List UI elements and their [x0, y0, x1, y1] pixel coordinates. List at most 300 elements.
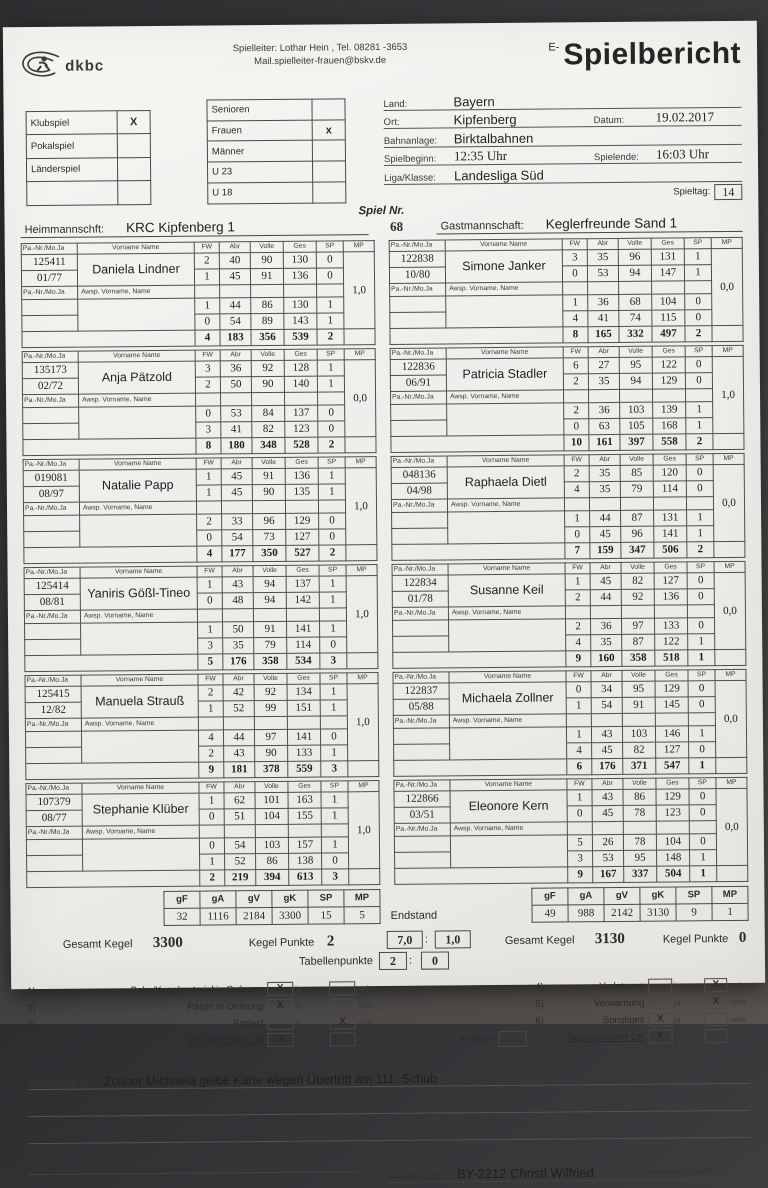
score-cell: 33: [222, 513, 253, 529]
score-cell: 62: [224, 792, 255, 808]
birth-date: 01/77: [21, 270, 77, 286]
score-cell: [285, 392, 318, 405]
score-cell: [288, 824, 321, 837]
check-label: Verwarnung: [559, 997, 649, 1009]
land-label: Land:: [383, 98, 453, 110]
col-header: Vorname Name: [445, 238, 562, 250]
score-cell: 4: [567, 742, 592, 758]
score-cell: [223, 716, 254, 729]
mp-value: 0,0: [344, 359, 376, 436]
birth-date: 01/78: [392, 590, 448, 606]
sub-pass: [24, 531, 80, 547]
score-cell: 1: [319, 575, 346, 591]
col-header: Volle: [620, 454, 653, 465]
sub-name: [447, 402, 564, 435]
score-cell: 114: [653, 480, 686, 496]
awsp-label: Awsp. Vorname, Name: [80, 609, 197, 623]
sub-pass: [27, 855, 83, 871]
score-cell: 151: [287, 700, 320, 716]
total-spacer: [27, 870, 200, 888]
sub-name: [446, 294, 563, 327]
spiel-nr-label: Spiel Nr.: [20, 201, 742, 219]
score-cell: [318, 391, 345, 404]
score-cell: 44: [223, 729, 254, 745]
score-cell: 45: [590, 526, 621, 542]
score-cell: 1: [199, 792, 224, 808]
type-label: Klubspiel: [26, 111, 117, 135]
sub-pass: [393, 727, 449, 743]
score-tables: [21, 236, 749, 890]
score-cell: 180: [221, 437, 252, 453]
score-cell: 181: [224, 761, 255, 777]
score-cell: 45: [221, 468, 252, 484]
sub-pass: [26, 839, 82, 855]
col-header: SP: [689, 777, 716, 788]
score-cell: 1: [317, 359, 344, 375]
totals-value: 3130: [640, 903, 676, 920]
score-cell: 7: [565, 542, 590, 558]
score-cell: 136: [283, 268, 316, 284]
ja-checkbox: X: [267, 999, 293, 1013]
score-cell: 120: [653, 464, 686, 480]
col-header: Pa.-Nr./Mo.Ja: [394, 779, 450, 790]
score-cell: 1: [688, 633, 715, 649]
col-header: SP: [686, 453, 713, 464]
score-cell: 95: [624, 850, 657, 866]
spieltag-label: Spieltag:: [673, 186, 710, 197]
score-cell: 36: [588, 294, 619, 310]
col-header: Abr: [223, 673, 254, 684]
pa-label: Pa.-Nr./Mo.Ja: [22, 286, 78, 299]
col-header: Vorname Name: [81, 674, 198, 686]
ja-checkbox: [648, 979, 672, 993]
score-cell: 86: [256, 853, 289, 869]
nein-checkbox: [704, 1012, 728, 1026]
score-cell: 397: [620, 434, 653, 450]
score-cell: 86: [251, 297, 284, 313]
score-cell: 2: [565, 589, 590, 605]
awsp-label: Awsp. Vorname, Name: [449, 713, 566, 727]
birth-date: 12/82: [25, 702, 81, 718]
score-cell: 45: [590, 573, 621, 589]
score-cell: [198, 716, 223, 729]
home-team-column: [21, 240, 381, 891]
player-block: [24, 564, 379, 672]
check-label: Schiedsrichter OK: [559, 1031, 649, 1043]
score-cell: 5: [198, 653, 223, 669]
pass-number: 135173: [22, 362, 78, 378]
score-cell: 371: [623, 758, 656, 774]
spielleiter-contact: [149, 35, 491, 70]
category-table: [206, 98, 346, 204]
score-cell: 3: [321, 760, 348, 776]
home-punkte-value: 2: [327, 933, 335, 950]
score-cell: 97: [621, 618, 654, 634]
nein-label: nein: [356, 1034, 380, 1044]
match-info: [383, 89, 742, 203]
player-name: Simone Janker: [445, 249, 562, 282]
sub-pass: [393, 619, 449, 635]
sub-name: [81, 622, 198, 655]
col-header: Ges: [284, 349, 317, 360]
player-name: Patricia Stadler: [446, 357, 563, 390]
pa-label: Pa.-Nr./Mo.Ja: [23, 394, 79, 407]
score-cell: 142: [286, 592, 319, 608]
score-cell: 1: [566, 697, 591, 713]
score-cell: 115: [652, 309, 685, 325]
mp-value: 1,0: [345, 467, 377, 544]
check-number: 1): [27, 985, 53, 996]
player-name: Michaela Zollner: [449, 681, 566, 714]
nein-label: nein: [355, 983, 379, 993]
score-cell: 6: [567, 758, 592, 774]
score-cell: 3: [198, 637, 223, 653]
score-cell: 2: [687, 541, 714, 557]
home-gesamt-value: 3300: [153, 934, 183, 951]
pass-number: 122834: [392, 574, 448, 590]
score-cell: 1: [318, 483, 345, 499]
score-cell: 78: [623, 805, 656, 821]
ja-label: ja: [293, 1001, 313, 1011]
score-cell: 79: [620, 481, 653, 497]
score-cell: 87: [622, 634, 655, 650]
score-cell: 358: [254, 653, 287, 669]
datum-label: Datum:: [594, 115, 656, 127]
team-totals-row: [26, 885, 748, 926]
score-cell: 129: [652, 372, 685, 388]
sub-name: [81, 730, 198, 763]
col-header: FW: [565, 562, 590, 573]
totals-header: gF: [532, 887, 568, 904]
score-cell: [619, 389, 652, 402]
check-number: 4): [535, 981, 558, 992]
score-cell: 1: [321, 836, 348, 852]
nein-checkbox: [330, 1032, 356, 1046]
score-cell: 160: [591, 650, 622, 666]
score-cell: 92: [621, 589, 654, 605]
anlagen-box: [498, 1030, 526, 1046]
total-spacer: [24, 546, 197, 564]
nein-checkbox: [329, 998, 355, 1012]
score-cell: [565, 605, 590, 618]
checklist-section: [27, 976, 750, 1060]
sub-name: [449, 618, 566, 651]
sub-pass: [25, 623, 81, 639]
score-cell: 506: [654, 541, 687, 557]
score-cell: 90: [252, 484, 285, 500]
score-cell: 0: [195, 313, 220, 329]
col-header: Ges: [286, 565, 319, 576]
score-cell: 141: [287, 729, 320, 745]
score-cell: 0: [562, 265, 587, 281]
spielende-value: 16:03 Uhr: [656, 146, 742, 163]
score-cell: 63: [589, 418, 620, 434]
score-cell: 1: [565, 510, 590, 526]
col-header: SP: [684, 237, 711, 248]
referee-label: Schiedsrichter: [387, 1170, 447, 1182]
check-row: [536, 1027, 750, 1046]
sub-pass: [392, 527, 448, 543]
score-cell: 103: [622, 726, 655, 742]
col-header: Volle: [623, 778, 656, 789]
score-cell: [287, 716, 320, 729]
sub-pass: [390, 311, 446, 327]
score-cell: 91: [622, 697, 655, 713]
score-cell: 137: [285, 405, 318, 421]
score-cell: 161: [589, 434, 620, 450]
col-header: Vorname Name: [447, 454, 564, 466]
totals-value: 15: [308, 906, 344, 923]
score-cell: 165: [588, 326, 619, 342]
total-spacer: [25, 654, 198, 672]
tabellenpunkte-label: Tabellenpunkte: [299, 955, 373, 968]
tab-guest-box: 0: [421, 951, 449, 969]
col-header: SP: [317, 348, 344, 359]
score-cell: 91: [254, 621, 287, 637]
awsp-label: Awsp. Vorname, Name: [81, 717, 198, 731]
spielende-label: Spielende:: [594, 152, 656, 164]
score-cell: [321, 823, 348, 836]
check-label: Protest: [53, 1018, 267, 1031]
ja-label: ja: [672, 1014, 690, 1024]
score-cell: 95: [622, 681, 655, 697]
score-cell: 378: [255, 761, 288, 777]
score-cell: [199, 824, 224, 837]
col-header: SP: [685, 345, 712, 356]
col-header: Ges: [656, 777, 689, 788]
score-cell: 1: [320, 620, 347, 636]
score-cell: 1: [197, 576, 222, 592]
score-cell: 41: [588, 310, 619, 326]
score-cell: 35: [588, 373, 619, 389]
player-block: [393, 776, 748, 884]
score-cell: 1: [686, 401, 713, 417]
totals-header: gK: [272, 890, 308, 907]
score-cell: 133: [654, 617, 687, 633]
pa-label: Pa.-Nr./Mo.Ja: [24, 610, 80, 623]
score-cell: 45: [221, 484, 252, 500]
col-header: Volle: [255, 781, 288, 792]
birth-date: 06/91: [390, 374, 446, 390]
score-cell: 2: [198, 684, 223, 700]
category-checkbox: [312, 99, 345, 120]
total-mp: [717, 865, 748, 881]
score-cell: [620, 497, 653, 510]
guest-punkte-label: Kegel Punkte: [663, 933, 729, 946]
total-spacer: [390, 326, 563, 344]
category-label: U 18: [208, 182, 313, 204]
col-header: FW: [198, 673, 223, 684]
score-cell: 5: [567, 834, 592, 850]
col-header: Vorname Name: [77, 242, 194, 254]
total-spacer: [391, 434, 564, 452]
summary-section: [27, 924, 749, 976]
score-cell: 131: [654, 509, 687, 525]
score-cell: 4: [198, 729, 223, 745]
score-cell: 148: [657, 849, 690, 865]
score-cell: 130: [283, 252, 316, 268]
score-cell: 0: [320, 728, 347, 744]
score-cell: [285, 500, 318, 513]
totals-header: gA: [200, 890, 236, 907]
score-cell: 96: [621, 526, 654, 542]
nein-label: nein: [355, 1000, 379, 1010]
score-cell: 103: [620, 402, 653, 418]
score-cell: 104: [656, 833, 689, 849]
pass-number: 122836: [390, 358, 446, 374]
col-header: Vorname Name: [78, 350, 195, 362]
liga-label: Liga/Klasse:: [384, 172, 454, 184]
total-mp: [714, 541, 745, 557]
score-cell: 0: [318, 420, 345, 436]
player-block: [391, 452, 746, 560]
remark-label: Bemerkung zu: [28, 1077, 104, 1089]
score-cell: [566, 713, 591, 726]
referee-signature-line: [387, 1178, 751, 1184]
category-label: Frauen: [207, 120, 312, 142]
score-cell: [318, 499, 345, 512]
guest-punkte-value: 0: [739, 929, 747, 946]
score-cell: 45: [592, 742, 623, 758]
score-cell: 35: [589, 481, 620, 497]
col-header: SP: [320, 672, 347, 683]
mp-value: 1,0: [346, 575, 378, 652]
score-cell: 337: [624, 866, 657, 882]
col-header: SP: [321, 780, 348, 791]
col-header: FW: [195, 349, 220, 360]
col-header: Pa.-Nr./Mo.Ja: [21, 243, 77, 254]
col-header: MP: [347, 672, 378, 683]
score-cell: 122: [655, 633, 688, 649]
col-header: Volle: [619, 346, 652, 357]
col-header: Pa.-Nr./Mo.Ja: [24, 567, 80, 578]
check-label: Verletzung: [558, 980, 648, 992]
score-cell: 10: [564, 434, 589, 450]
score-cell: 44: [590, 510, 621, 526]
score-cell: 358: [622, 650, 655, 666]
category-checkbox: [313, 182, 346, 203]
score-cell: 43: [224, 745, 255, 761]
score-cell: 0: [687, 572, 714, 588]
pass-number: 122838: [389, 250, 445, 266]
pa-label: Pa.-Nr./Mo.Ja: [394, 822, 450, 835]
col-header: MP: [344, 348, 375, 359]
score-cell: 134: [287, 684, 320, 700]
score-cell: 129: [656, 788, 689, 804]
type-label: Länderspiel: [26, 158, 117, 182]
score-cell: 0: [199, 837, 224, 853]
dkbc-logo: [19, 38, 149, 83]
nein-label: nein: [728, 980, 750, 990]
score-cell: 348: [252, 437, 285, 453]
score-cell: 4: [563, 310, 588, 326]
type-checkbox: [117, 157, 150, 181]
category-checkbox: [312, 140, 345, 161]
col-header: Abr: [224, 781, 255, 792]
score-cell: [284, 284, 317, 297]
score-cell: 26: [592, 834, 623, 850]
totals-value: 988: [568, 904, 604, 921]
score-cell: 0: [689, 804, 716, 820]
score-cell: 4: [566, 634, 591, 650]
score-cell: 157: [288, 837, 321, 853]
score-cell: 96: [618, 249, 651, 265]
player-name: Anja Pätzold: [78, 361, 195, 394]
check-row: [535, 993, 749, 1012]
col-header: Vorname Name: [80, 566, 197, 578]
total-spacer: [394, 758, 567, 776]
guest-totals-table: [531, 885, 748, 922]
awsp-label: Awsp. Vorname, Name: [78, 285, 195, 299]
sub-pass: [390, 295, 446, 311]
col-header: Abr: [222, 565, 253, 576]
score-cell: 127: [286, 529, 319, 545]
score-cell: 50: [220, 376, 251, 392]
pass-number: 122837: [393, 682, 449, 698]
score-cell: [591, 713, 622, 726]
spieltag-value: 14: [714, 183, 742, 199]
home-team-name: KRC Kipfenberg 1: [126, 219, 235, 235]
nein-checkbox: [329, 981, 355, 995]
score-cell: 42: [223, 684, 254, 700]
totals-value: 2184: [236, 907, 272, 924]
sub-pass: [22, 315, 78, 331]
score-cell: 1: [198, 700, 223, 716]
spielbeginn-value: 12:35 Uhr: [454, 148, 507, 164]
col-header: Abr: [588, 346, 619, 357]
score-cell: 95: [619, 357, 652, 373]
pa-label: Pa.-Nr./Mo.Ja: [26, 826, 82, 839]
score-cell: 2: [565, 618, 590, 634]
mp-value: 1,0: [347, 683, 379, 760]
col-header: Pa.-Nr./Mo.Ja: [25, 675, 81, 686]
pass-number: 125414: [24, 578, 80, 594]
score-cell: [563, 389, 588, 402]
ja-label: ja: [293, 984, 313, 994]
col-header: Ges: [655, 669, 688, 680]
totals-header: gF: [164, 891, 200, 908]
col-header: Ges: [654, 561, 687, 572]
score-cell: 54: [222, 529, 253, 545]
logo-text: dkbc: [65, 57, 104, 74]
spielbericht-form: [3, 21, 765, 990]
score-cell: 101: [255, 792, 288, 808]
score-cell: 139: [653, 401, 686, 417]
score-cell: 1: [687, 509, 714, 525]
bahnanlage-value: Birktalbahnen: [454, 130, 534, 146]
score-cell: 159: [590, 542, 621, 558]
col-header: SP: [319, 564, 346, 575]
score-cell: [255, 824, 288, 837]
col-header: FW: [194, 241, 219, 252]
score-cell: 123: [285, 421, 318, 437]
score-cell: 141: [654, 525, 687, 541]
awsp-label: Awsp. Vorname, Name: [450, 821, 567, 835]
nein-checkbox: X: [704, 978, 728, 992]
totals-value: 2142: [604, 904, 640, 921]
col-header: FW: [563, 346, 588, 357]
sub-pass: [25, 731, 81, 747]
referee-name: BY-2212 Christl Wilfried: [457, 1165, 594, 1181]
check-label: Pässe in Ordnung: [53, 1001, 267, 1014]
score-cell: [254, 716, 287, 729]
nein-checkbox: X: [329, 1015, 355, 1029]
score-cell: 54: [224, 837, 255, 853]
totals-header: gA: [568, 887, 604, 904]
type-label: [27, 181, 118, 205]
awsp-label: Awsp. Vorname, Name: [82, 825, 199, 839]
check-number: 6): [535, 1015, 558, 1026]
